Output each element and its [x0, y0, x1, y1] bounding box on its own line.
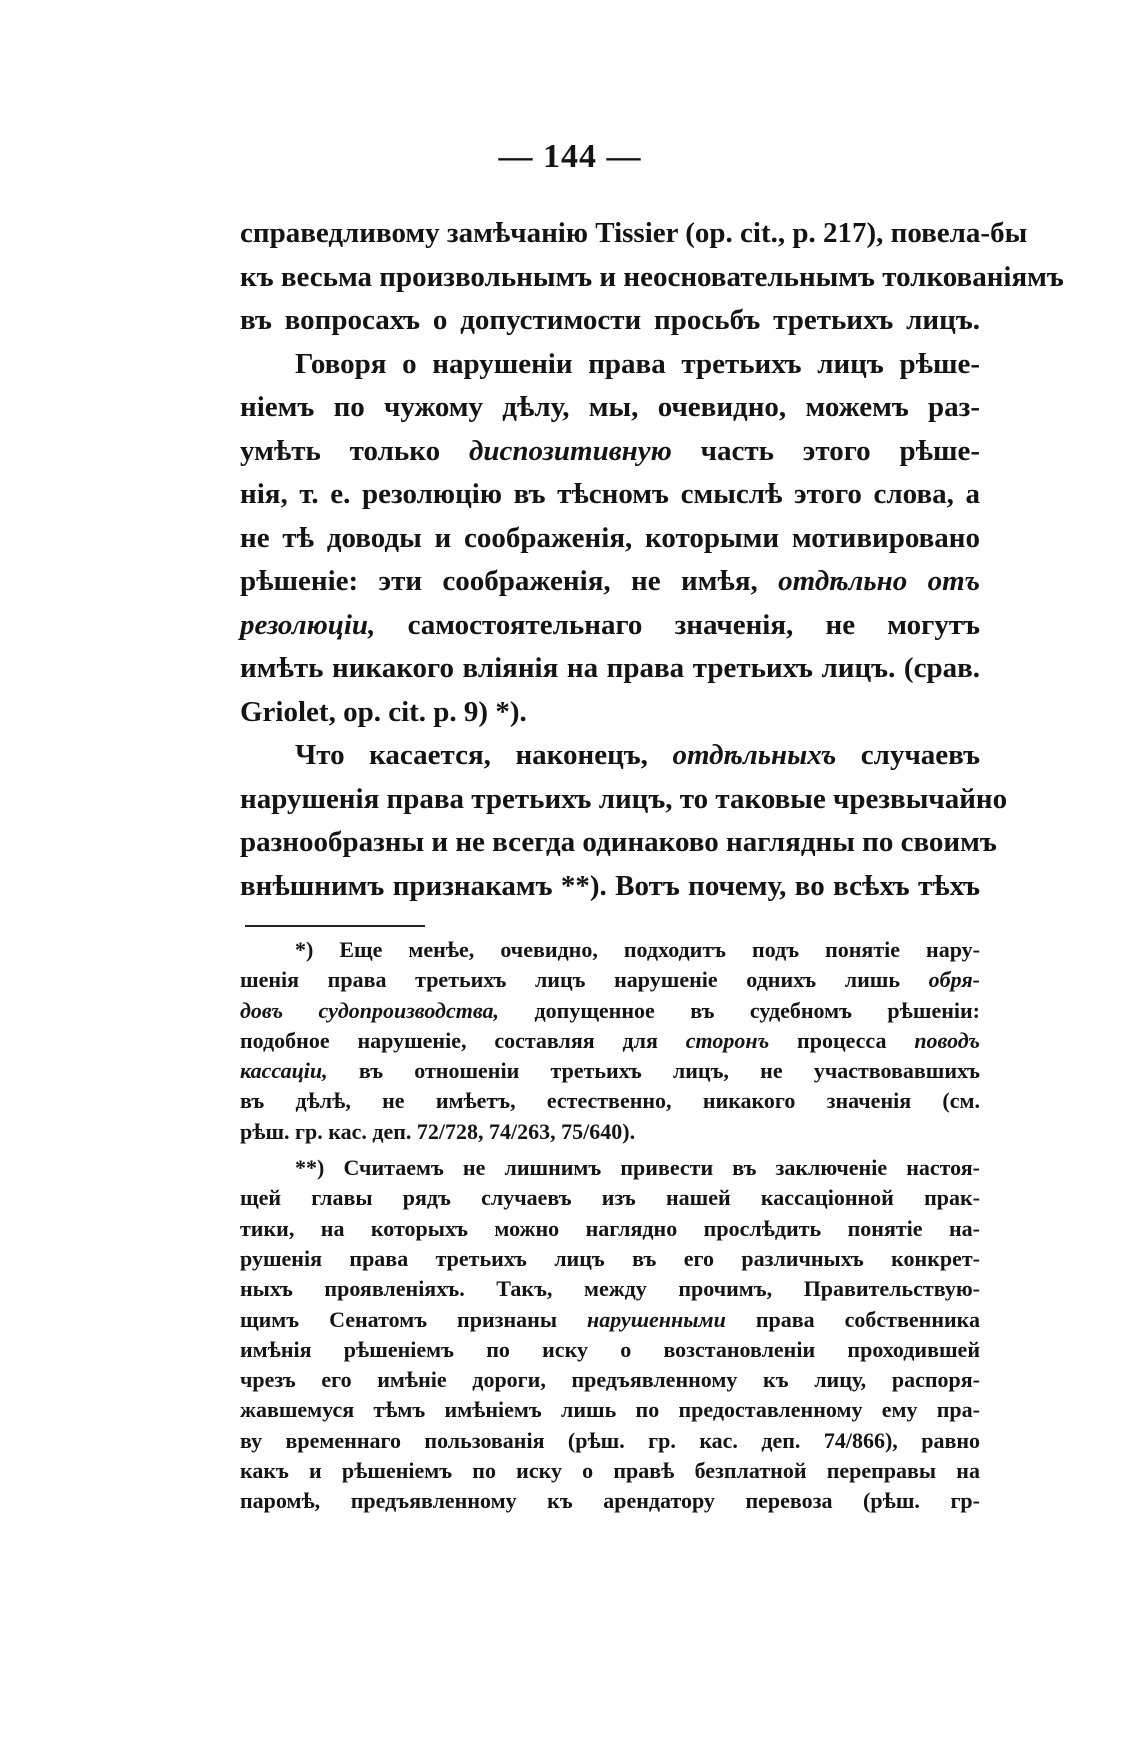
- text-line: чрезъ его имѣніе дороги, предъявленному къ лицу, распоря-: [240, 1367, 980, 1393]
- text-line: [240, 1056, 980, 1086]
- text-line: имѣть никакого вліянія на права третьихъ лицъ. (срав.: [240, 652, 980, 684]
- text-line: [240, 430, 980, 474]
- text-line: внѣшнимъ признакамъ **). Вотъ почему, во всѣхъ тѣхъ: [240, 869, 980, 902]
- text-line: рушенія права третьихъ лицъ въ его различныхъ конкрет-: [240, 1245, 980, 1271]
- text-line: имѣнія рѣшеніемъ по иску о возстановленіи проходившей: [240, 1336, 980, 1362]
- text-line: *) Еще менѣе, очевидно, подходитъ подъ понятіе нару-: [295, 937, 980, 962]
- text-line: жавшемуся тѣмъ имѣніемъ лишь по предоставленному ему пра-: [240, 1397, 980, 1423]
- italic-emphasis: довъ судопроизводства,: [240, 997, 500, 1023]
- text-segment: процесса: [797, 1027, 887, 1053]
- italic-emphasis: сторонъ: [685, 1027, 770, 1053]
- italic-emphasis: диспозитивную: [468, 434, 672, 467]
- text-segment: права собственника: [755, 1306, 981, 1332]
- text-segment: рѣшеніе: эти соображенія, не имѣя,: [240, 565, 758, 597]
- text-line: тики, на которыхъ можно наглядно прослѣдить понятіе на-: [240, 1215, 980, 1241]
- text-segment: шенія права третьихъ лицъ нарушеніе однихъ лишь: [240, 967, 900, 993]
- text-line: въ дѣлѣ, не имѣетъ, естественно, никакого значенія (см.: [240, 1088, 980, 1114]
- text-line: [240, 734, 980, 778]
- text-line: разнообразны и не всегда одинаково наглядны по своимъ: [240, 826, 997, 858]
- text-line: рѣш. гр. кас. деп. 72/728, 74/263, 75/640).: [240, 1118, 636, 1144]
- text-line: паромѣ, предъявленному къ арендатору перевоза (рѣш. гр-: [240, 1488, 980, 1514]
- text-line: какъ и рѣшеніемъ по иску о правѣ безплатной переправы на: [240, 1458, 980, 1484]
- text-line: ніемъ по чужому дѣлу, мы, очевидно, можемъ раз-: [240, 391, 980, 423]
- text-line: [240, 965, 980, 995]
- text-segment: самостоятельнаго значенія, не могутъ: [407, 608, 980, 641]
- text-line: нарушенія права третьихъ лицъ, то таковые чрезвычайно: [240, 782, 1008, 815]
- italic-emphasis: поводъ: [914, 1027, 981, 1053]
- text-line: [240, 604, 980, 648]
- text-line: [240, 560, 980, 604]
- text-line: Говоря о нарушеніи права третьихъ лицъ рѣше-: [295, 347, 980, 380]
- italic-emphasis: резолюціи,: [240, 608, 376, 641]
- text-line: [240, 1026, 980, 1056]
- text-segment: въ отношеніи третьихъ лицъ, не участвовавшихъ: [358, 1058, 980, 1084]
- text-line: въ вопросахъ о допустимости просьбъ третьихъ лицъ.: [240, 304, 980, 336]
- text-line: ныхъ проявленіяхъ. Такъ, между прочимъ, Правительствую-: [240, 1276, 980, 1302]
- text-segment: умѣть только: [240, 434, 441, 467]
- main-text: [240, 212, 1064, 908]
- text-line: щей главы рядъ случаевъ изъ нашей кассаціонной прак-: [240, 1185, 980, 1211]
- text-line: Griolet, op. cit. p. 9) *).: [240, 695, 527, 728]
- text-line: ву временнаго пользованія (рѣш. гр. кас. деп. 74/866), равно: [240, 1427, 980, 1453]
- text-segment: случаевъ: [860, 739, 981, 771]
- italic-emphasis: отдѣльно отъ: [778, 565, 980, 597]
- italic-emphasis: нарушенными: [587, 1306, 726, 1332]
- text-segment: щимъ Сенатомъ признаны: [240, 1306, 557, 1332]
- italic-emphasis: обря-: [928, 967, 981, 993]
- text-line: справедливому замѣчанію Tissier (op. cit., p. 217), повела-бы: [240, 217, 1028, 249]
- italic-emphasis: кассаціи,: [240, 1058, 328, 1084]
- italic-emphasis: отдѣльныхъ: [672, 739, 837, 771]
- text-segment: Что касается, наконецъ,: [295, 739, 648, 771]
- text-segment: часть этого рѣше-: [700, 434, 981, 467]
- text-segment: подобное нарушеніе, составляя для: [240, 1027, 658, 1053]
- page-number: — 144 —: [498, 138, 642, 175]
- text-line: не тѣ доводы и соображенія, которыми мотивировано: [240, 521, 980, 554]
- text-segment: допущенное въ судебномъ рѣшеніи:: [534, 997, 980, 1023]
- text-line: нія, т. е. резолюцію въ тѣсномъ смыслѣ этого слова, а: [240, 478, 980, 510]
- footnote-divider: [245, 925, 425, 927]
- footnotes: [240, 935, 980, 1517]
- footnote-1: [240, 935, 980, 1147]
- footnote-2: [240, 1153, 980, 1517]
- text-line: **) Считаемъ не лишнимъ привести въ заключеніе настоя-: [295, 1155, 980, 1181]
- text-line: [240, 1305, 980, 1335]
- text-line: [240, 996, 980, 1026]
- text-line: къ весьма произвольнымъ и неосновательнымъ толкованіямъ: [240, 260, 1064, 293]
